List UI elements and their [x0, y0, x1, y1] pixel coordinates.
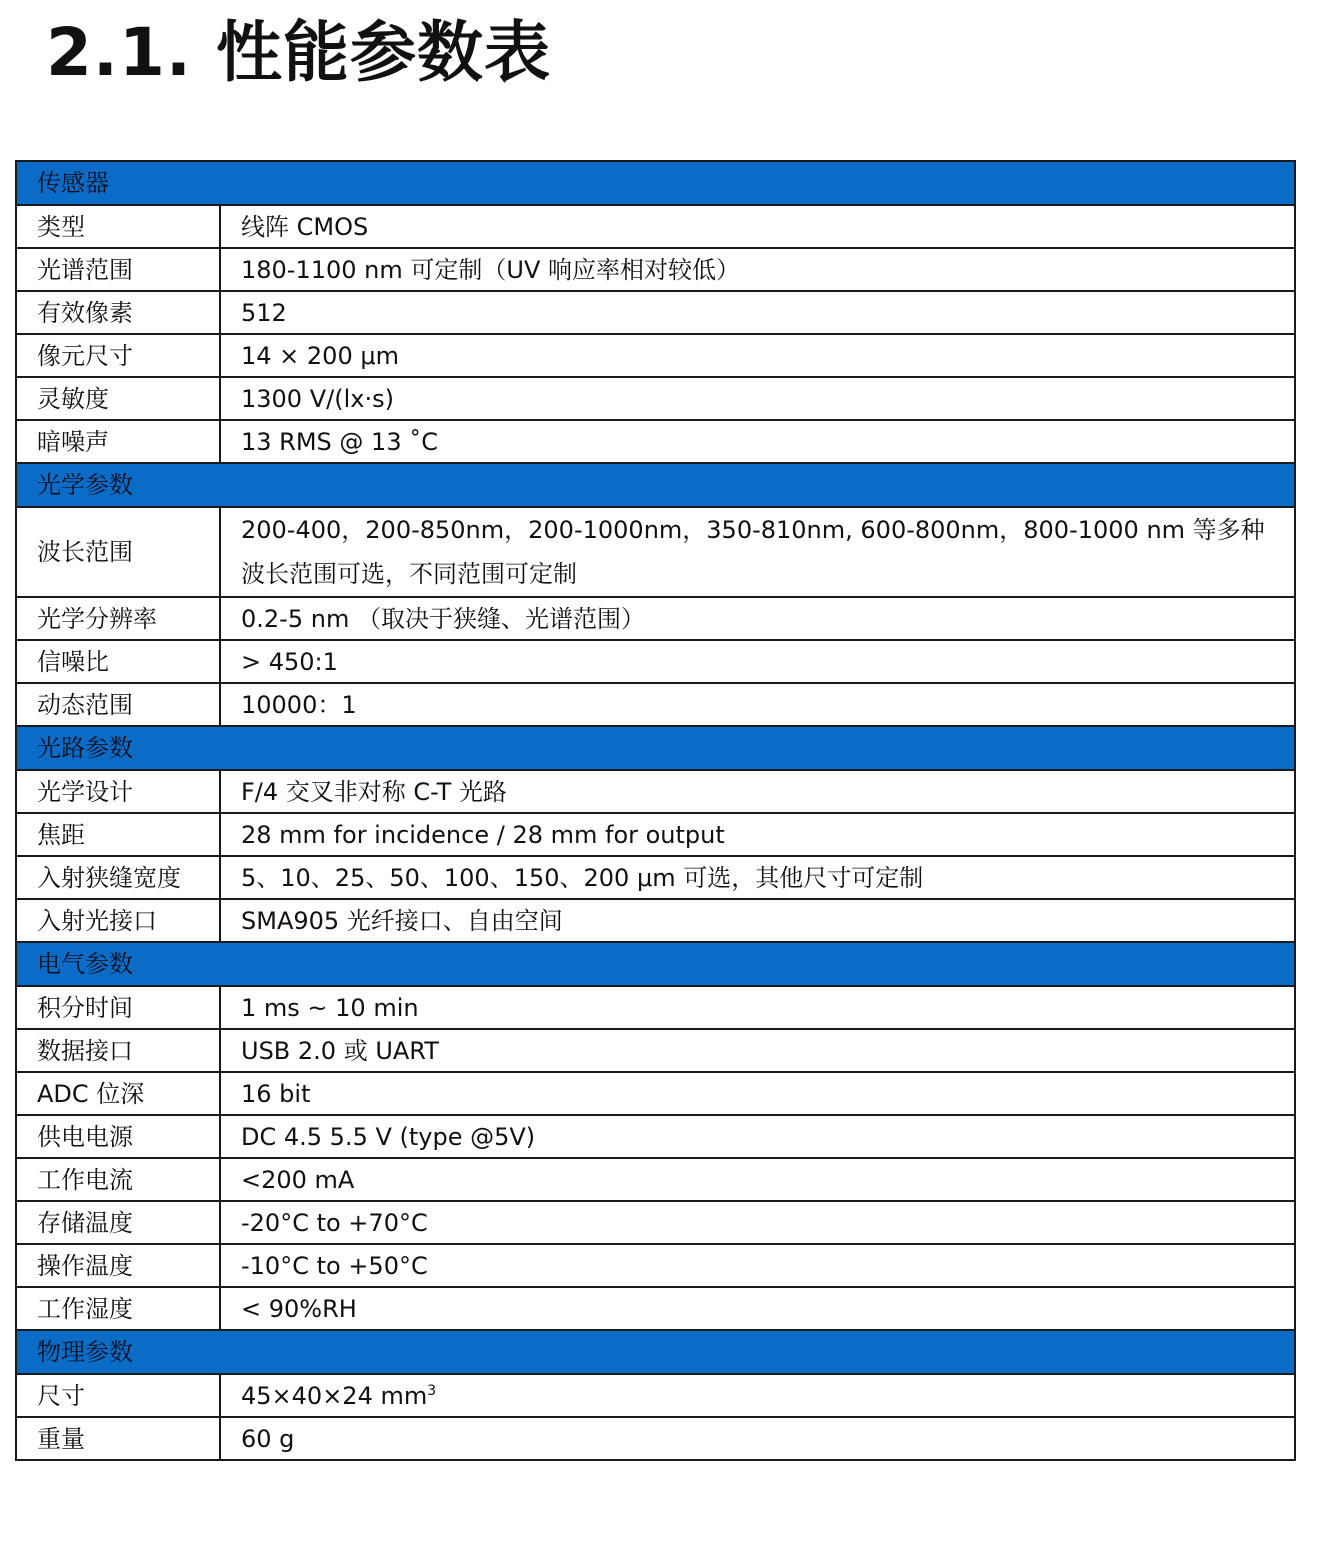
param-value-text: 10000：1: [241, 690, 357, 719]
section-header: 物理参数: [16, 1330, 1295, 1374]
param-value: [220, 770, 1295, 813]
table-row: [16, 1158, 1295, 1201]
param-label: 暗噪声: [16, 420, 220, 463]
param-label: 焦距: [16, 813, 220, 856]
param-label: 信噪比: [16, 640, 220, 683]
param-value-text: -10°C to +50°C: [241, 1251, 428, 1280]
param-label: 动态范围: [16, 683, 220, 726]
table-row: [16, 377, 1295, 420]
table-row: [16, 1072, 1295, 1115]
param-value-text: 45×40×24 mm: [241, 1381, 428, 1410]
unit-superscript: 3: [427, 1382, 437, 1399]
param-value: [220, 856, 1295, 899]
param-value: [220, 1115, 1295, 1158]
param-value-text: > 450:1: [241, 647, 338, 676]
table-row: [16, 291, 1295, 334]
param-value-text: DC 4.5 5.5 V (type @5V): [241, 1122, 536, 1151]
param-value: [220, 813, 1295, 856]
table-row: [16, 248, 1295, 291]
param-value: [220, 248, 1295, 291]
section-header: 传感器: [16, 161, 1295, 205]
param-value: [220, 640, 1295, 683]
table-row: [16, 683, 1295, 726]
param-label: 工作电流: [16, 1158, 220, 1201]
table-row: [16, 1417, 1295, 1460]
param-value: [220, 986, 1295, 1029]
param-label: 积分时间: [16, 986, 220, 1029]
param-label: 数据接口: [16, 1029, 220, 1072]
table-row: [16, 640, 1295, 683]
param-label: 波长范围: [16, 507, 220, 597]
section-header: 电气参数: [16, 942, 1295, 986]
table-row: [16, 420, 1295, 463]
param-value: [220, 205, 1295, 248]
param-label: 像元尺寸: [16, 334, 220, 377]
table-row: [16, 334, 1295, 377]
param-label: 光谱范围: [16, 248, 220, 291]
param-value: [220, 899, 1295, 942]
param-label: 有效像素: [16, 291, 220, 334]
param-value-text: 60 g: [241, 1424, 295, 1453]
section-header-row: [16, 1330, 1295, 1374]
table-row: [16, 1029, 1295, 1072]
table-row: [16, 986, 1295, 1029]
section-header-row: [16, 161, 1295, 205]
param-value-text: 14 × 200 μm: [241, 341, 399, 370]
param-value-text: 1 ms ~ 10 min: [241, 993, 419, 1022]
param-value-text: 1300 V/(lx·s): [241, 384, 394, 413]
param-value-text: 13 RMS @ 13 ˚C: [241, 427, 438, 456]
param-value: [220, 597, 1295, 640]
performance-spec-table: [15, 160, 1296, 1461]
param-value-text: 5、10、25、50、100、150、200 μm 可选，其他尺寸可定制: [241, 863, 924, 892]
param-label: 类型: [16, 205, 220, 248]
param-value: [220, 291, 1295, 334]
section-header-row: [16, 463, 1295, 507]
param-value: [220, 1201, 1295, 1244]
param-value: [220, 1158, 1295, 1201]
param-label: 存储温度: [16, 1201, 220, 1244]
param-value-text: 180-1100 nm 可定制（UV 响应率相对较低）: [241, 255, 741, 284]
param-label: 重量: [16, 1417, 220, 1460]
table-row: [16, 1244, 1295, 1287]
table-row: [16, 1201, 1295, 1244]
table-row: [16, 856, 1295, 899]
param-label: 供电电源: [16, 1115, 220, 1158]
param-label: 光学分辨率: [16, 597, 220, 640]
table-row: [16, 1374, 1295, 1417]
param-label: 操作温度: [16, 1244, 220, 1287]
table-row: [16, 1115, 1295, 1158]
spec-table-body: [16, 161, 1295, 1460]
param-value-text: F/4 交叉非对称 C-T 光路: [241, 777, 507, 806]
param-label: 灵敏度: [16, 377, 220, 420]
param-label: 入射光接口: [16, 899, 220, 942]
table-row: [16, 899, 1295, 942]
table-row: [16, 813, 1295, 856]
param-value-text: 0.2-5 nm （取决于狭缝、光谱范围）: [241, 604, 645, 633]
param-value-text: 200-400，200-850nm，200-1000nm，350-810nm, 600-800nm，800-1000 nm 等多种波长范围可选，不同范围可定制: [241, 516, 1265, 588]
param-value: [220, 1374, 1295, 1417]
section-header-row: [16, 726, 1295, 770]
param-value-text: USB 2.0 或 UART: [241, 1036, 439, 1065]
section-header: 光学参数: [16, 463, 1295, 507]
param-label: ADC 位深: [16, 1072, 220, 1115]
table-row: [16, 770, 1295, 813]
table-row: [16, 597, 1295, 640]
param-value: [220, 420, 1295, 463]
section-header: 光路参数: [16, 726, 1295, 770]
param-value: [220, 507, 1295, 597]
param-label: 入射狭缝宽度: [16, 856, 220, 899]
table-row: [16, 507, 1295, 597]
param-value-text: SMA905 光纤接口、自由空间: [241, 906, 563, 935]
param-value: [220, 334, 1295, 377]
table-row: [16, 205, 1295, 248]
param-value: [220, 377, 1295, 420]
param-value: [220, 1244, 1295, 1287]
param-value: [220, 1029, 1295, 1072]
param-value-text: 线阵 CMOS: [241, 212, 369, 241]
page-title: 2.1. 性能参数表: [46, 14, 551, 91]
param-label: 工作湿度: [16, 1287, 220, 1330]
param-value-text: 512: [241, 298, 287, 327]
param-value-text: 28 mm for incidence / 28 mm for output: [241, 820, 725, 849]
param-value-text: <200 mA: [241, 1165, 355, 1194]
param-value: [220, 1287, 1295, 1330]
param-value: [220, 683, 1295, 726]
param-value-text: -20°C to +70°C: [241, 1208, 428, 1237]
param-value-text: 16 bit: [241, 1079, 311, 1108]
param-value: [220, 1417, 1295, 1460]
param-value: [220, 1072, 1295, 1115]
param-label: 尺寸: [16, 1374, 220, 1417]
param-value-text: < 90%RH: [241, 1294, 357, 1323]
section-header-row: [16, 942, 1295, 986]
table-row: [16, 1287, 1295, 1330]
param-label: 光学设计: [16, 770, 220, 813]
